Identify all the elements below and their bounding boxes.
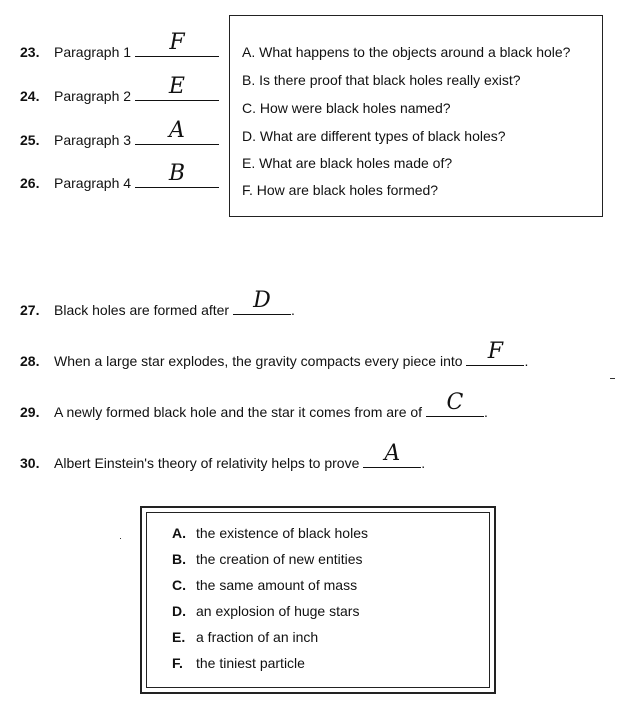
question-label: Paragraph 3	[54, 132, 132, 148]
question-label: Paragraph 2	[54, 88, 132, 104]
option-text: the same amount of mass	[196, 577, 358, 593]
option-text: What happens to the objects around a black hole?	[259, 44, 571, 60]
completion-option-c	[172, 577, 357, 593]
answer-blank[interactable]	[135, 30, 219, 57]
option-letter: F.	[242, 182, 253, 198]
answer-blank[interactable]	[135, 118, 219, 145]
question-label: Paragraph 4	[54, 175, 132, 191]
matching-options-box	[229, 15, 603, 217]
question-25	[20, 118, 219, 148]
completion-options-box	[140, 506, 496, 694]
scan-mark	[120, 538, 121, 539]
matching-option-c	[242, 100, 451, 116]
handwritten-answer: E	[168, 74, 185, 99]
question-24	[20, 74, 219, 104]
answer-blank[interactable]	[135, 161, 219, 188]
option-letter: D.	[242, 128, 256, 144]
question-number: 25.	[20, 132, 40, 148]
completion-option-b	[172, 551, 363, 567]
option-text: What are black holes made of?	[259, 155, 453, 171]
option-letter: C.	[242, 100, 256, 116]
question-number: 24.	[20, 88, 40, 104]
answer-blank[interactable]	[363, 441, 421, 468]
answer-blank[interactable]	[233, 288, 291, 315]
option-text: Is there proof that black holes really exist?	[259, 72, 521, 88]
answer-blank[interactable]	[466, 339, 524, 366]
question-end: .	[421, 455, 426, 471]
question-number: 28.	[20, 353, 40, 369]
scan-mark	[610, 378, 615, 379]
option-text: the tiniest particle	[196, 655, 305, 671]
question-number: 27.	[20, 302, 40, 318]
option-text: What are different types of black holes?	[259, 128, 506, 144]
handwritten-answer: A	[384, 441, 401, 466]
question-26	[20, 161, 219, 191]
matching-option-f	[242, 182, 438, 198]
question-end: .	[524, 353, 529, 369]
question-number: 30.	[20, 455, 40, 471]
matching-option-a	[242, 44, 570, 60]
question-27	[20, 288, 295, 318]
option-text: the creation of new entities	[196, 551, 363, 567]
question-29	[20, 390, 488, 420]
handwritten-answer: F	[169, 30, 185, 55]
question-text: When a large star explodes, the gravity compacts every piece into	[54, 353, 463, 369]
option-text: How were black holes named?	[259, 100, 451, 116]
option-letter: C.	[172, 577, 186, 593]
question-text: Albert Einstein's theory of relativity helps to prove	[54, 455, 360, 471]
question-30	[20, 441, 426, 471]
option-letter: A.	[242, 44, 256, 60]
completion-option-f	[172, 655, 305, 671]
question-number: 23.	[20, 44, 40, 60]
question-end: .	[290, 302, 295, 318]
option-letter: F.	[172, 655, 183, 671]
question-label: Paragraph 1	[54, 44, 132, 60]
handwritten-answer: C	[446, 390, 464, 415]
handwritten-answer: B	[168, 161, 186, 186]
question-text: A newly formed black hole and the star it comes from are of	[54, 404, 423, 420]
completion-option-a	[172, 525, 368, 541]
option-text: How are black holes formed?	[256, 182, 439, 198]
option-letter: A.	[172, 525, 186, 541]
option-letter: D.	[172, 603, 186, 619]
option-text: a fraction of an inch	[196, 629, 319, 645]
question-end: .	[483, 404, 488, 420]
matching-option-d	[242, 128, 506, 144]
handwritten-answer: D	[253, 288, 271, 313]
handwritten-answer: A	[169, 118, 185, 143]
option-letter: E.	[172, 629, 186, 645]
question-text: Black holes are formed after	[54, 302, 230, 318]
question-number: 26.	[20, 175, 40, 191]
option-letter: B.	[172, 551, 186, 567]
option-text: the existence of black holes	[196, 525, 368, 541]
question-28	[20, 339, 529, 369]
matching-option-e	[242, 155, 452, 171]
option-letter: E.	[242, 155, 256, 171]
option-text: an explosion of huge stars	[196, 603, 360, 619]
matching-option-b	[242, 72, 521, 88]
question-23	[20, 30, 219, 60]
answer-blank[interactable]	[426, 390, 484, 417]
completion-option-d	[172, 603, 359, 619]
option-letter: B.	[242, 72, 256, 88]
handwritten-answer: F	[487, 339, 504, 364]
completion-option-e	[172, 629, 318, 645]
answer-blank[interactable]	[135, 74, 219, 101]
question-number: 29.	[20, 404, 40, 420]
